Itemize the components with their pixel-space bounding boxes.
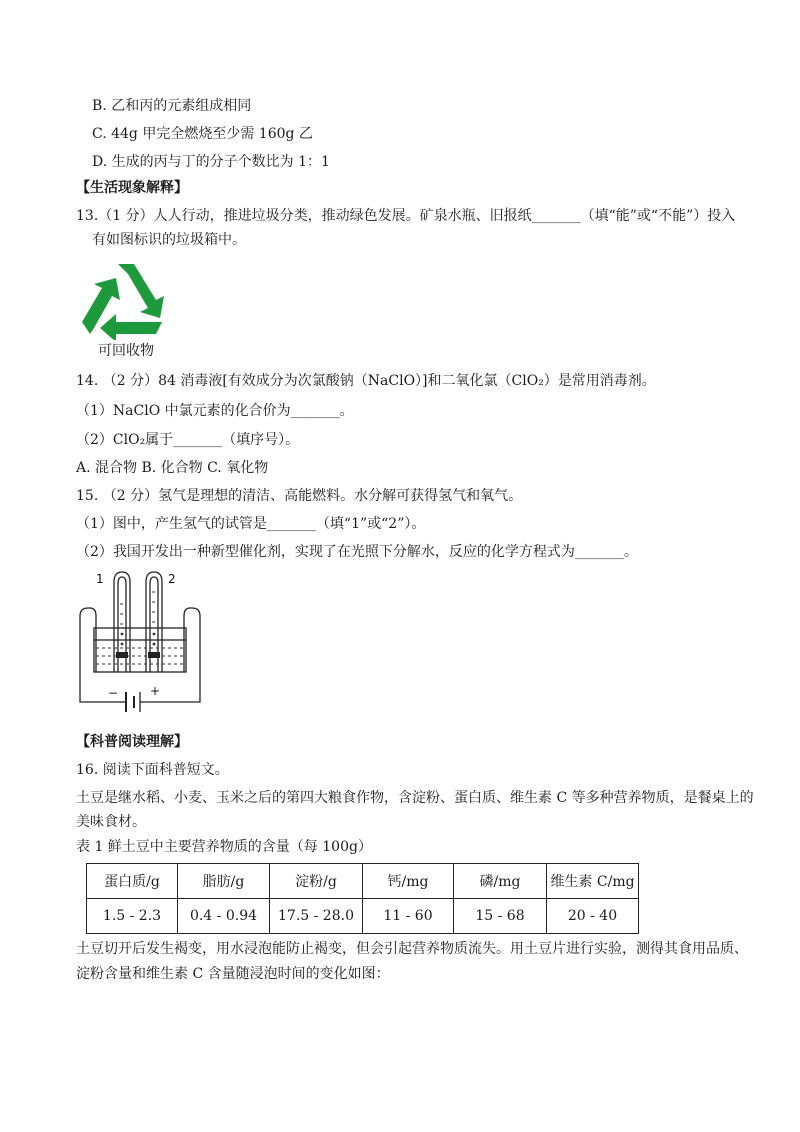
q16-para1-line2: 美味食材。: [76, 814, 146, 830]
q15-stem: 15. （2 分）氢气是理想的清洁、高能燃料。水分解可获得氢气和氧气。: [76, 488, 523, 504]
section-heading-life: 【生活现象解释】: [76, 180, 188, 196]
q15-sub1: （1）图中，产生氢气的试管是_______（填“1”或“2”）。: [76, 516, 426, 532]
q16-intro: 16. 阅读下面科普短文。: [76, 762, 229, 778]
electrolysis-diagram: [76, 568, 206, 718]
section-heading-reading: 【科普阅读理解】: [76, 734, 188, 750]
table-header-cell: 钙/mg: [363, 864, 454, 899]
table-cell: 0.4 - 0.94: [178, 899, 270, 934]
table-header-cell: 磷/mg: [454, 864, 547, 899]
q16-para2-line1: 土豆切开后发生褐变，用水浸泡能防止褐变，但会引起营养物质流失。用土豆片进行实验，测得其食用品质、: [76, 941, 748, 957]
q15-sub2: （2）我国开发出一种新型催化剂，实现了在光照下分解水，反应的化学方程式为_______。: [76, 544, 638, 560]
table-cell: 15 - 68: [454, 899, 547, 934]
option-c: C. 44g 甲完全燃烧至少需 160g 乙: [92, 126, 313, 142]
table-cell: 20 - 40: [547, 899, 639, 934]
q14-sub2: （2）ClO₂属于_______（填序号）。: [76, 432, 300, 448]
table-header-cell: 蛋白质/g: [87, 864, 178, 899]
table-header-cell: 淀粉/g: [270, 864, 363, 899]
q14-choices: A. 混合物 B. 化合物 C. 氧化物: [76, 460, 269, 476]
negative-terminal-label: −: [108, 686, 119, 700]
table-row: [87, 899, 639, 934]
tube-2-label: 2: [168, 572, 176, 586]
electrolysis-apparatus-icon: [76, 568, 206, 718]
q14-sub1: （1）NaClO 中氯元素的化合价为_______。: [76, 403, 354, 419]
recycle-icon: [76, 258, 176, 340]
q16-para1-line1: 土豆是继水稻、小麦、玉米之后的第四大粮食作物，含淀粉、蛋白质、维生素 C 等多种营养物质，是餐桌上的: [76, 790, 754, 806]
table-cell: 1.5 - 2.3: [87, 899, 178, 934]
tube-1-label: 1: [96, 572, 104, 586]
option-b: B. 乙和丙的元素组成相同: [92, 98, 252, 114]
nutrient-table: [86, 863, 639, 934]
q13-line1: 13.（1 分）人人行动，推进垃圾分类，推动绿色发展。矿泉水瓶、旧报纸_______（填“能”或“不能”）投入: [76, 208, 736, 224]
table-cell: 17.5 - 28.0: [270, 899, 363, 934]
q14-stem: 14. （2 分）84 消毒液[有效成分为次氯酸钠（NaClO）]和二氧化氯（ClO₂）是常用消毒剂。: [76, 373, 656, 389]
positive-terminal-label: +: [150, 684, 161, 698]
recycle-logo: [76, 258, 176, 360]
table-caption: 表 1 鲜土豆中主要营养物质的含量（每 100g）: [76, 839, 372, 855]
q13-line2: 有如图标识的垃圾箱中。: [92, 232, 246, 248]
q16-para2-line2: 淀粉含量和维生素 C 含量随浸泡时间的变化如图：: [76, 966, 390, 982]
table-header-row: [87, 864, 639, 899]
option-d: D. 生成的丙与丁的分子个数比为 1：1: [92, 154, 330, 170]
recycle-caption: 可回收物: [98, 343, 154, 359]
table-cell: 11 - 60: [363, 899, 454, 934]
table-header-cell: 维生素 C/mg: [547, 864, 639, 899]
table-header-cell: 脂肪/g: [178, 864, 270, 899]
